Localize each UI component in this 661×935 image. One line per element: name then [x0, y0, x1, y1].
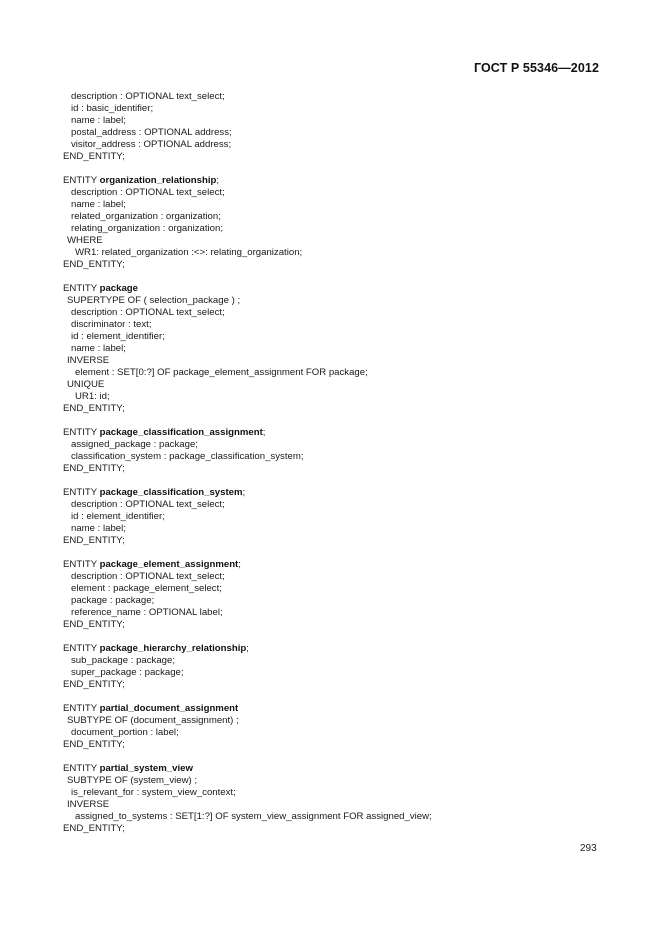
attribute-line: INVERSE	[67, 355, 110, 366]
attribute-line: sub_package : package;	[71, 655, 176, 666]
blank-line	[63, 691, 432, 703]
attribute-line: package : package;	[71, 595, 155, 606]
attribute-line: name : label;	[71, 523, 126, 534]
attribute-line: element : SET[0:?] OF package_element_assignment FOR package;	[75, 367, 368, 378]
attribute-line: is_relevant_for : system_view_context;	[71, 787, 236, 798]
entity-block	[63, 703, 432, 751]
attribute-line: assigned_to_systems : SET[1:?] OF system_view_assignment FOR assigned_view;	[75, 811, 432, 822]
entity-name: package_element_assignment	[99, 559, 239, 570]
express-schema-listing	[63, 91, 432, 835]
attribute-line: postal_address : OPTIONAL address;	[71, 127, 232, 138]
attribute-line: id : basic_identifier;	[71, 103, 154, 114]
end-entity-line: END_ENTITY;	[63, 739, 125, 750]
attribute-line: classification_system : package_classification_system;	[71, 451, 304, 462]
attribute-line: description : OPTIONAL text_select;	[71, 307, 225, 318]
attribute-line: assigned_package : package;	[71, 439, 198, 450]
attribute-line: UR1: id;	[75, 391, 110, 402]
attribute-line: element : package_element_select;	[71, 583, 222, 594]
end-entity-line: END_ENTITY;	[63, 259, 125, 270]
end-entity-line: END_ENTITY;	[63, 823, 125, 834]
entity-keyword: ENTITY	[63, 703, 100, 714]
entity-terminator: ;	[262, 427, 266, 438]
attribute-line: relating_organization : organization;	[71, 223, 224, 234]
attribute-line: WHERE	[67, 235, 103, 246]
entity-block	[63, 427, 432, 475]
end-entity-line: END_ENTITY;	[63, 535, 125, 546]
entity-declaration	[63, 559, 432, 571]
attribute-line: UNIQUE	[67, 379, 105, 390]
attribute-line: document_portion : label;	[71, 727, 179, 738]
entity-name: partial_system_view	[99, 763, 193, 774]
attribute-line: INVERSE	[67, 799, 110, 810]
attribute-line: name : label;	[71, 343, 126, 354]
attribute-line: name : label;	[71, 115, 126, 126]
entity-name: package_classification_assignment	[99, 427, 263, 438]
blank-line	[63, 631, 432, 643]
blank-line	[63, 475, 432, 487]
attribute-line: id : element_identifier;	[71, 511, 165, 522]
entity-terminator: ;	[246, 643, 249, 654]
entity-name: package_classification_system	[99, 487, 243, 498]
entity-declaration	[63, 763, 432, 775]
attribute-line: id : element_identifier;	[71, 331, 165, 342]
attribute-line: description : OPTIONAL text_select;	[71, 187, 225, 198]
entity-terminator: ;	[242, 487, 246, 498]
entity-block	[63, 283, 432, 415]
entity-block	[63, 763, 432, 835]
document-header-standard: ГОСТ Р 55346—2012	[473, 61, 599, 75]
entity-declaration	[63, 175, 432, 187]
end-entity-line: END_ENTITY;	[63, 403, 125, 414]
attribute-line: reference_name : OPTIONAL label;	[71, 607, 223, 618]
attribute-line: SUPERTYPE OF ( selection_package ) ;	[67, 295, 241, 306]
blank-line	[63, 415, 432, 427]
entity-block	[63, 91, 432, 163]
attribute-line: SUBTYPE OF (system_view) ;	[67, 775, 198, 786]
attribute-line: visitor_address : OPTIONAL address;	[71, 139, 232, 150]
attribute-line: related_organization : organization;	[71, 211, 221, 222]
blank-line	[63, 271, 432, 283]
blank-line	[63, 547, 432, 559]
entity-declaration	[63, 427, 432, 439]
entity-declaration	[63, 487, 432, 499]
entity-keyword: ENTITY	[63, 643, 100, 654]
end-entity-line: END_ENTITY;	[63, 679, 125, 690]
entity-terminator: ;	[238, 559, 241, 570]
end-entity-line: END_ENTITY;	[63, 619, 125, 630]
entity-name: package_hierarchy_relationship	[99, 643, 247, 654]
entity-block	[63, 487, 432, 547]
blank-line	[63, 163, 432, 175]
end-entity-line: END_ENTITY;	[63, 151, 125, 162]
attribute-line: WR1: related_organization :<>: relating_organization;	[75, 247, 303, 258]
entity-keyword: ENTITY	[63, 175, 100, 186]
entity-keyword: ENTITY	[63, 283, 100, 294]
entity-keyword: ENTITY	[63, 763, 100, 774]
entity-terminator: ;	[216, 175, 220, 186]
end-entity-line: END_ENTITY;	[63, 463, 125, 474]
entity-name: organization_relationship	[99, 175, 217, 186]
blank-line	[63, 751, 432, 763]
attribute-line: SUBTYPE OF (document_assignment) ;	[67, 715, 239, 726]
attribute-line: name : label;	[71, 199, 126, 210]
entity-name: package	[99, 283, 139, 294]
entity-block	[63, 175, 432, 271]
entity-declaration	[63, 703, 432, 715]
attribute-line: discriminator : text;	[71, 319, 152, 330]
entity-keyword: ENTITY	[63, 427, 100, 438]
entity-keyword: ENTITY	[63, 559, 100, 570]
entity-declaration	[63, 643, 432, 655]
attribute-line: description : OPTIONAL text_select;	[71, 91, 225, 102]
attribute-line: description : OPTIONAL text_select;	[71, 499, 225, 510]
entity-name: partial_document_assignment	[99, 703, 239, 714]
entity-block	[63, 643, 432, 691]
attribute-line: description : OPTIONAL text_select;	[71, 571, 225, 582]
entity-declaration	[63, 283, 432, 295]
page-number: 293	[580, 843, 597, 854]
entity-block	[63, 559, 432, 631]
attribute-line: super_package : package;	[71, 667, 184, 678]
entity-keyword: ENTITY	[63, 487, 100, 498]
